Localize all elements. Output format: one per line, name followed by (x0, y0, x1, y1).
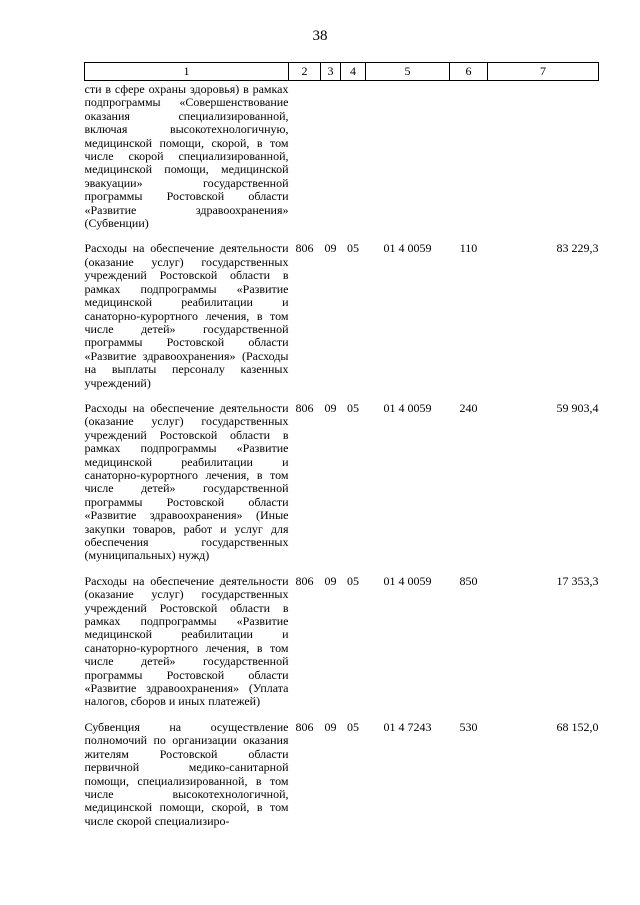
row-section-code: 09 (324, 573, 337, 588)
page-number: 38 (312, 28, 328, 44)
row-section-code: 09 (324, 719, 337, 734)
row-ministry-code: 806 (295, 400, 314, 415)
row-expense-type: 110 (459, 241, 478, 256)
table-row (85, 709, 599, 828)
row-subsection-code: 05 (347, 241, 359, 256)
table-header-row (85, 63, 599, 81)
row-ministry-code: 806 (295, 573, 314, 588)
table-row (85, 230, 599, 389)
row-ministry-code: 806 (295, 719, 314, 734)
budget-table (84, 62, 599, 828)
column-header: 6 (450, 63, 488, 81)
row-target-article: 01 4 0059 (383, 241, 432, 256)
column-header: 3 (321, 63, 341, 81)
row-description: Расходы на обеспечение деятельности (оказание услуг) государственных учреждений Ростовской области в рамках подпрограммы «Развитие медицинской реабилитации и санаторно-курортного лечения, в том числе детей» государственной программы Ростовской области «Развитие здравоохранения» (Расходы на выплаты персоналу казенных учреждений) (84, 241, 289, 390)
row-amount: 59 903,4 (556, 400, 599, 415)
row-subsection-code: 05 (347, 400, 359, 415)
row-ministry-code: 806 (295, 241, 314, 256)
row-amount: 68 152,0 (556, 719, 599, 734)
row-amount: 17 353,3 (556, 573, 599, 588)
row-subsection-code: 05 (347, 573, 359, 588)
row-subsection-code: 05 (347, 719, 359, 734)
row-description: Расходы на обеспечение деятельности (оказание услуг) государственных учреждений Ростовской области в рамках подпрограммы «Развитие медицинской реабилитации и санаторно-курортного лечения, в том числе детей» государственной программы Ростовской области «Развитие здравоохранения» (Уплата налогов, сборов и иных платежей) (84, 573, 289, 709)
table-row (85, 563, 599, 709)
row-section-code: 09 (324, 241, 337, 256)
row-ministry-code (289, 81, 321, 231)
column-header: 7 (488, 63, 599, 81)
column-header: 2 (289, 63, 321, 81)
row-description: Расходы на обеспечение деятельности (оказание услуг) государственных учреждений Ростовской области в рамках подпрограммы «Развитие медицинской реабилитации и санаторно-курортного лечения, в том числе детей» государственной программы Ростовской области «Развитие здравоохранения» (Иные закупки товаров, работ и услуг для обеспечения государственных (муниципальных) нужд) (84, 400, 289, 563)
row-expense-type (450, 81, 488, 231)
column-header: 4 (341, 63, 366, 81)
row-expense-type: 240 (459, 400, 478, 415)
row-target-article (366, 81, 450, 231)
row-description: Субвенция на осуществление полномочий по организации оказания жителям Ростовской области первичной медико-санитарной помощи, специализированной, в том числе высокотехнологичной, медицинской помощи, скорой, в том числе скорой специализиро- (84, 719, 289, 828)
row-section-code (321, 81, 341, 231)
row-amount: 83 229,3 (556, 241, 599, 256)
row-target-article: 01 4 0059 (383, 400, 432, 415)
column-header: 1 (85, 63, 289, 81)
row-target-article: 01 4 0059 (383, 573, 432, 588)
row-expense-type: 530 (459, 719, 478, 734)
row-target-article: 01 4 7243 (383, 719, 432, 734)
row-section-code: 09 (324, 400, 337, 415)
row-amount (488, 81, 599, 231)
table-row (85, 81, 599, 231)
table-row (85, 390, 599, 563)
column-header: 5 (366, 63, 450, 81)
row-subsection-code (341, 81, 366, 231)
row-expense-type: 850 (459, 573, 478, 588)
row-description: сти в сфере охраны здоровья) в рамках подпрограммы «Совершенствование оказания специализированной, включая высокотехнологичную, медицинской помощи, скорой, в том числе скорой специализированной, медицинской помощи, медицинской эвакуации» государственной программы Ростовской области «Развитие здравоохранения» (Субвенции) (84, 82, 289, 231)
